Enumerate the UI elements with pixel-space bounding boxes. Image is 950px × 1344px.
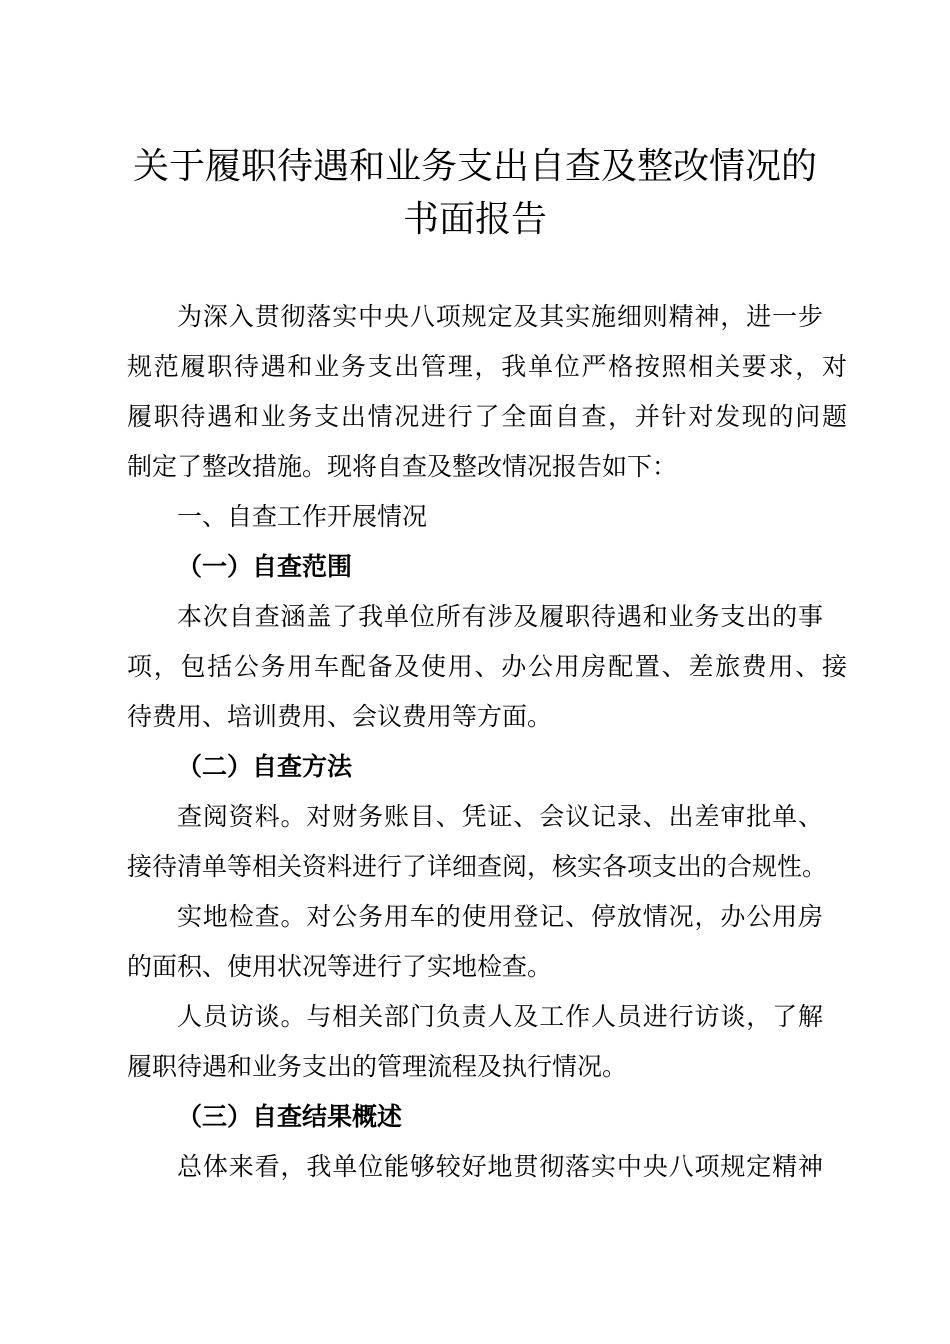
paragraph-intro-line-4: 制定了整改措施。现将自查及整改情况报告如下：: [127, 452, 678, 481]
paragraph-result-line-1: 总体来看，我单位能够较好地贯彻落实中央八项规定精神: [177, 1152, 823, 1181]
paragraph-method-1-line-2: 接待清单等相关资料进行了详细查阅，核实各项支出的合规性。: [127, 852, 828, 881]
section-heading-1: 一、自查工作开展情况: [177, 502, 428, 531]
document-title-line-2: 书面报告: [402, 199, 547, 240]
paragraph-method-2-line-2: 的面积、使用状况等进行了实地检查。: [127, 952, 553, 981]
subsection-heading-result: （三）自查结果概述: [177, 1102, 403, 1131]
paragraph-scope-line-2: 项，包括公务用车配备及使用、办公用房配置、差旅费用、接: [127, 652, 847, 681]
paragraph-intro-line-3: 履职待遇和业务支出情况进行了全面自查，并针对发现的问题: [127, 402, 847, 431]
paragraph-intro-line-1: 为深入贯彻落实中央八项规定及其实施细则精神，进一步: [177, 302, 823, 331]
subsection-heading-method: （二）自查方法: [177, 752, 353, 781]
paragraph-method-3-line-1: 人员访谈。与相关部门负责人及工作人员进行访谈，了解: [177, 1002, 823, 1031]
paragraph-method-1-line-1: 查阅资料。对财务账目、凭证、会议记录、出差审批单、: [177, 802, 823, 831]
paragraph-scope-line-1: 本次自查涵盖了我单位所有涉及履职待遇和业务支出的事: [177, 602, 823, 631]
paragraph-method-2-line-1: 实地检查。对公务用车的使用登记、停放情况，办公用房: [177, 902, 823, 931]
paragraph-intro-line-2: 规范履职待遇和业务支出管理，我单位严格按照相关要求，对: [127, 352, 847, 381]
paragraph-method-3-line-2: 履职待遇和业务支出的管理流程及执行情况。: [127, 1052, 628, 1081]
subsection-heading-scope: （一）自查范围: [177, 552, 353, 581]
paragraph-scope-line-3: 待费用、培训费用、会议费用等方面。: [127, 702, 553, 731]
document-title-line-1: 关于履职待遇和业务支出自查及整改情况的: [132, 146, 817, 187]
